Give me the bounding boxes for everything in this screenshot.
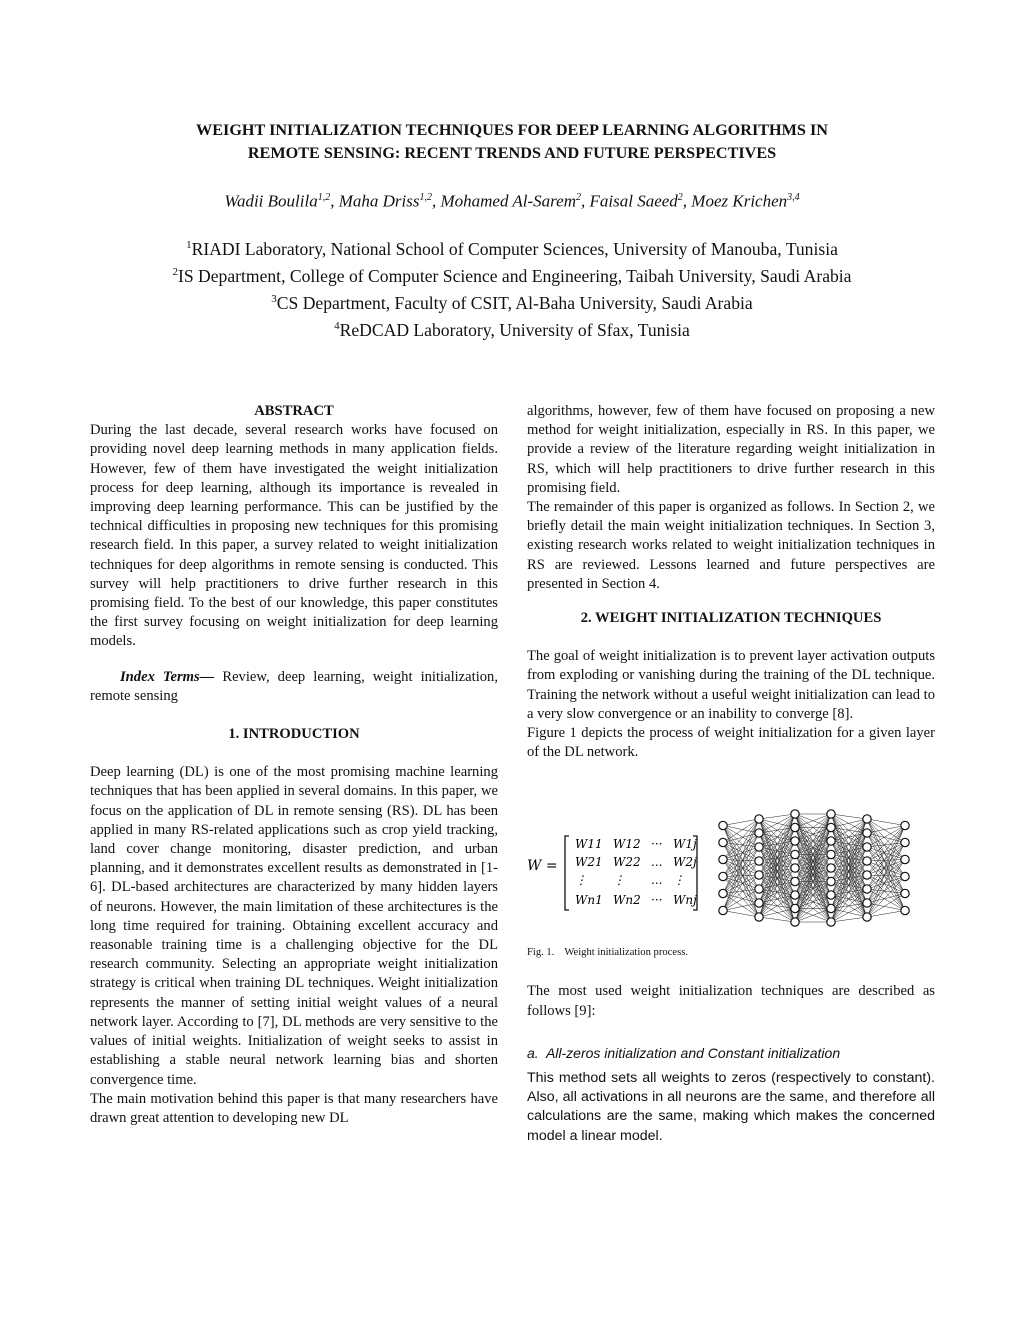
network-node [863, 843, 871, 851]
network-edges [723, 814, 905, 922]
network-node [863, 815, 871, 823]
network-edge [723, 833, 759, 843]
caption-text: Weight initialization process. [564, 947, 688, 959]
network-node [827, 905, 835, 913]
affiliation-line [60, 261, 964, 288]
network-node [755, 871, 763, 879]
network-edge [867, 889, 905, 911]
author-name: Faisal Saeed [589, 191, 678, 211]
network-node [901, 856, 909, 864]
network-node [755, 857, 763, 865]
matrix-cell: Wnj [673, 893, 697, 908]
matrix-cell: ⋮ [673, 873, 685, 888]
author-affiliation-marker: 2 [576, 192, 581, 203]
network-node [755, 913, 763, 921]
affiliation-list [60, 234, 964, 342]
subsection-a-heading [527, 1044, 935, 1063]
network-node [791, 824, 799, 832]
index-terms-text: Review, deep learning, weight initialization, remote sensing [90, 668, 498, 704]
network-node [827, 837, 835, 845]
intro-paragraph-3: The remainder of this paper is organized as follows. In Section 2, we briefly detail the main weight initialization techniques. In Section 3, existing research works related to weight initialization techniques in RS are reviewed. Lessons learned and future perspectives are presented in Section 4. [527, 499, 935, 592]
network-node [863, 829, 871, 837]
matrix-cell: W12 [613, 837, 641, 852]
subsection-a-label: a. [527, 1044, 539, 1061]
network-edge [831, 917, 867, 922]
author-name: Moez Krichen [691, 191, 788, 211]
network-node [827, 864, 835, 872]
network-edge [867, 875, 905, 877]
network-node [901, 907, 909, 915]
subsection-a-title: All-zeros initialization and Constant initialization [545, 1044, 841, 1061]
network-node [827, 824, 835, 832]
network-edge [867, 826, 905, 848]
network-edge [867, 903, 905, 911]
network-node [791, 878, 799, 886]
affiliation-marker: 2 [172, 266, 178, 279]
network-node [719, 873, 727, 881]
network-node [755, 899, 763, 907]
network-node [791, 810, 799, 818]
network-edge [867, 894, 905, 904]
affiliation-text: ReDCAD Laboratory, University of Sfax, Tunisia [339, 320, 690, 341]
title-line-2: REMOTE SENSING: RECENT TRENDS AND FUTURE PERSPECTIVES [247, 144, 777, 162]
network-edge [759, 917, 795, 922]
network-edge [723, 875, 759, 877]
network-node [827, 851, 835, 859]
author-separator: , [581, 191, 590, 211]
index-terms-label: Index Terms— [120, 668, 215, 685]
author-affiliation-marker: 1,2 [419, 192, 432, 203]
author-separator: , [682, 191, 692, 211]
network-edge [867, 833, 905, 843]
network-node [755, 829, 763, 837]
network-node [827, 891, 835, 899]
network-node [901, 839, 909, 847]
network-node [719, 822, 727, 830]
network-node [755, 815, 763, 823]
affiliation-line [60, 288, 964, 315]
network-edge [831, 814, 867, 819]
figure-1-caption [527, 946, 935, 960]
affiliation-text: CS Department, Faculty of CSIT, Al-Baha University, Saudi Arabia [276, 292, 753, 313]
network-node [863, 857, 871, 865]
network-node [901, 822, 909, 830]
network-node [827, 810, 835, 818]
network-node [719, 907, 727, 915]
author-affiliation-marker: 1,2 [317, 192, 331, 203]
network-node [791, 837, 799, 845]
network-edge [867, 826, 905, 834]
network-node [863, 871, 871, 879]
network-node [719, 839, 727, 847]
network-node [863, 899, 871, 907]
matrix-cell: W2j [673, 855, 697, 870]
network-node [719, 890, 727, 898]
intro-paragraph-2-continued: algorithms, however, few of them have focused on proposing a new method for weight initialization, especially in RS. In this paper, we provide a review of the literature regarding weight initialization in RS, which will help practitioners to drive further research in this promising field. [527, 403, 935, 496]
section-2-paragraph-3: The most used weight initialization techniques are described as follows [9]: [527, 983, 935, 1019]
network-edge [723, 826, 759, 848]
matrix-cell: Wn1 [575, 893, 603, 908]
author-list [80, 186, 944, 214]
matrix-cell: Wn2 [613, 893, 641, 908]
network-edge [723, 860, 759, 862]
network-node [827, 878, 835, 886]
author-name: Wadii Boulila [224, 191, 318, 211]
network-node [791, 864, 799, 872]
matrix-cell: ⋮ [613, 873, 625, 888]
author-affiliation-marker: 3,4 [787, 192, 800, 203]
matrix-cell: W22 [613, 855, 641, 870]
intro-paragraph-2: The main motivation behind this paper is that many researchers have drawn great attention to developing new DL [90, 1090, 498, 1126]
intro-paragraph-1: Deep learning (DL) is one of the most promising machine learning techniques that has been applied in several domains. In this paper, we focus on the application of DL in remote sensing (RS). DL has been applied in many RS-related applications such as crop yield tracking, land cover change monitoring, disaster prediction, and urban planning, and it demonstrates excellent results as demonstrated in [1-6]. DL-based architectures are characterized by many hidden layers of neurons. However, the main limitation of these architectures is the long time required for training. Obtaining excellent accuracy and reasonable training time is a challenging objective for the DL research community. Selecting an appropriate weight initialization strategy is critical when training DL techniques. Weight initialization represents the manner of setting initial weight values of a neural network layer. According to [7], DL methods are very sensitive to the values of initial weights. Initialization of weight seeks to assist in establishing a stable neural network learning bias and shorten convergence time. [90, 764, 498, 1088]
caption-number: Fig. 1. [527, 947, 555, 959]
author-name: Mohamed Al-Sarem [440, 191, 576, 211]
matrix-left-bracket [565, 836, 569, 910]
matrix-cell: W11 [575, 837, 603, 852]
section-2-heading: 2. WEIGHT INITIALIZATION TECHNIQUES [580, 610, 882, 627]
network-node [755, 843, 763, 851]
network-node [791, 905, 799, 913]
network-node [827, 918, 835, 926]
affiliation-marker: 1 [186, 239, 192, 251]
introduction-heading: 1. INTRODUCTION [228, 726, 360, 743]
network-node [863, 885, 871, 893]
right-column [527, 402, 935, 1146]
title-line-1: WEIGHT INITIALIZATION TECHNIQUES FOR DEEP LEARNING ALGORITHMS IN [196, 121, 828, 139]
network-node [719, 856, 727, 864]
affiliation-line [60, 315, 964, 342]
network-edge [723, 889, 759, 911]
matrix-cell: ··· [651, 837, 663, 852]
abstract-heading: ABSTRACT [254, 403, 334, 419]
affiliation-marker: 4 [334, 320, 340, 333]
network-node [791, 891, 799, 899]
section-2-paragraph-2: Figure 1 depicts the process of weight initialization for a given layer of the DL network. [527, 725, 935, 761]
index-terms [90, 668, 498, 706]
affiliation-marker: 3 [271, 293, 277, 306]
author-separator: , [431, 191, 441, 211]
network-edge [867, 860, 905, 862]
matrix-lhs: W = [527, 858, 558, 875]
abstract-text: During the last decade, several research works have focused on providing novel deep learning methods in many application fields. However, few of them have investigated the weight initialization process for deep learning, although its importance is revealed in improving deep learning performance. This can be justified by the technical difficulties in proposing new techniques for this promising research field. In this paper, a survey related to weight initialization techniques for deep algorithms in remote sensing is conducted. This survey will help practitioners to drive further research in this promising field. To the best of our knowledge, this paper constitutes the first survey focusing on weight initialization for deep learning models. [90, 422, 498, 650]
affiliation-line [60, 234, 964, 261]
matrix-cell: ··· [651, 893, 663, 908]
network-node [755, 885, 763, 893]
author-name: Maha Driss [338, 191, 420, 211]
network-edge [759, 814, 795, 819]
figure-1 [527, 782, 935, 942]
network-node [791, 851, 799, 859]
matrix-cell: W1j [673, 837, 697, 852]
matrix-cell: W21 [575, 855, 603, 870]
network-edge [723, 903, 759, 911]
network-node [901, 890, 909, 898]
matrix-cell: ... [651, 873, 663, 888]
author-separator: , [330, 191, 339, 211]
author-affiliation-marker: 2 [677, 192, 683, 203]
network-edge [723, 894, 759, 904]
matrix-cell: ⋮ [575, 873, 587, 888]
network-node [863, 913, 871, 921]
network-node [901, 873, 909, 881]
weight-matrix [565, 836, 697, 910]
matrix-cell: ... [651, 855, 663, 870]
affiliation-text: RIADI Laboratory, National School of Computer Sciences, University of Manouba, Tunisia [191, 238, 838, 259]
paper-title [80, 119, 944, 165]
network-node [791, 918, 799, 926]
affiliation-text: IS Department, College of Computer Science and Engineering, Taibah University, Saudi Arabia [177, 265, 852, 286]
weight-initialization-diagram [527, 782, 935, 942]
subsection-a-text: This method sets all weights to zeros (respectively to constant). Also, all activations in all neurons are the same, and therefore all calculations are the same, making which makes the concerned model a linear model. [527, 1070, 935, 1144]
section-2-paragraph-1: The goal of weight initialization is to prevent layer activation outputs from exploding or vanishing during the training of the DL technique. Training the network without a useful weight initialization can lead to a very slow convergence or an inability to converge [8]. [527, 648, 935, 722]
network-edge [723, 826, 759, 834]
left-column [90, 402, 498, 1128]
